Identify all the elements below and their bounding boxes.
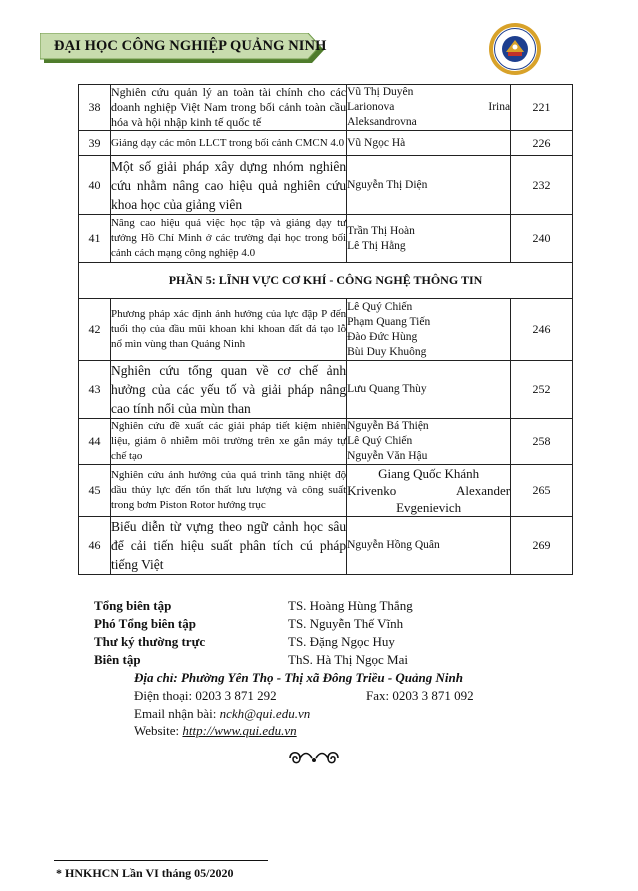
address: Địa chỉ: Phường Yên Thọ - Thị xã Đông Triều - Quảng Ninh (134, 670, 463, 685)
article-authors (347, 131, 511, 156)
article-title: Nghiên cứu đề xuất các giải pháp tiết kiệm nhiên liệu, giảm ô nhiễm môi trường trên xe gắn máy tự chế tạo (110, 419, 346, 465)
credit-name: ThS. Hà Thị Ngọc Mai (288, 652, 408, 667)
credit-role: Tổng biên tập (94, 598, 172, 613)
page-number: 252 (511, 361, 573, 419)
website-line (134, 723, 297, 739)
author: Lê Quý Chiến (347, 435, 413, 447)
author: Lê Thị Hằng (347, 239, 406, 252)
ornament-divider-icon (286, 748, 342, 768)
page-number: 258 (511, 419, 573, 465)
fax: Fax: 0203 3 871 092 (366, 688, 474, 703)
author: Evgenievich (396, 500, 462, 515)
university-seal-icon (488, 22, 542, 76)
article-authors (347, 299, 511, 361)
page-number: 232 (511, 156, 573, 215)
phone: Điện thoại: 0203 3 871 292 (134, 688, 277, 703)
article-authors (347, 361, 511, 419)
website-label: Website: (134, 723, 183, 738)
row-number: 43 (79, 361, 111, 419)
author: Đào Đức Hùng (347, 330, 418, 343)
author-line (347, 100, 510, 115)
table-row (79, 419, 573, 465)
article-authors (347, 419, 511, 465)
author: Vũ Thị Duyên (347, 86, 414, 98)
page-number: 226 (511, 131, 573, 156)
article-authors (347, 85, 511, 131)
author: Vũ Ngọc Hà (347, 136, 406, 149)
article-title: Nâng cao hiệu quả việc học tập và giảng dạy tư tưởng Hồ Chí Minh ở các trường đại học trong bối cảnh cách mạng công nghiệp 4.0 (110, 215, 346, 263)
contents-table (78, 84, 573, 575)
page-number: 221 (511, 85, 573, 131)
author: Lê Quý Chiến (347, 300, 413, 313)
row-number: 46 (79, 517, 111, 575)
author: Bùi Duy Khuông (347, 345, 427, 358)
author: Nguyễn Hồng Quân (347, 539, 440, 551)
author: Nguyễn Thị Diện (347, 178, 428, 191)
author-second: Irina (488, 101, 511, 113)
author: Nguyễn Văn Hậu (347, 450, 428, 462)
footnote-rule (54, 860, 268, 861)
article-authors (347, 465, 511, 517)
page-number: 269 (511, 517, 573, 575)
author-line (347, 482, 510, 499)
table-row (79, 85, 573, 131)
row-number: 42 (79, 299, 111, 361)
footnote: * HNKHCN Lần VI tháng 05/2020 (56, 866, 234, 880)
email-link[interactable]: nckh@qui.edu.vn (219, 706, 311, 721)
row-number: 41 (79, 215, 111, 263)
credit-name: TS. Nguyễn Thế Vĩnh (288, 616, 404, 631)
credit-name: TS. Hoàng Hùng Thắng (288, 598, 413, 613)
author: Aleksandrovna (347, 116, 417, 128)
author: Trần Thị Hoàn (347, 224, 415, 237)
credit-role: Thư ký thường trực (94, 634, 206, 649)
credit-name: TS. Đặng Ngọc Huy (288, 634, 395, 649)
table-row (79, 299, 573, 361)
page-number: 265 (511, 465, 573, 517)
author: Giang Quốc Khánh (378, 466, 480, 481)
author-second: Alexander (455, 483, 511, 498)
table-row (79, 156, 573, 215)
page-number: 246 (511, 299, 573, 361)
article-title: Phương pháp xác định ảnh hưởng của lực đập P đến tuổi thọ của đầu mũi khoan khi khoan đất đá tạo lỗ nổ mìn vùng than Quảng Ninh (110, 299, 346, 361)
article-authors (347, 215, 511, 263)
author: Lưu Quang Thùy (347, 383, 427, 395)
table-row (79, 465, 573, 517)
credit-role: Biên tập (94, 652, 141, 667)
author-first: Krivenko (347, 483, 397, 498)
article-title: Nghiên cứu quản lý an toàn tài chính cho các doanh nghiệp Việt Nam trong bối cảnh toàn cầu hóa và hội nhập kinh tế quốc tế (110, 85, 347, 129)
article-title: Nghiên cứu ảnh hưởng của quá trình tăng nhiệt độ dầu thủy lực đến tổn thất lưu lượng và công suất trong bơm Piston Rotor hướng trục (110, 465, 346, 517)
author: Nguyễn Bá Thiện (347, 420, 429, 432)
table-row (79, 215, 573, 263)
row-number: 39 (79, 131, 111, 156)
article-title: Biểu diễn từ vựng theo ngữ cảnh học sâu để cải tiến hiệu suất phân tích cú pháp tiếng Việt (110, 517, 346, 575)
article-title: Nghiên cứu tổng quan về cơ chế ảnh hưởng của các yếu tố và giải pháp nâng cao tính nổi của mùn than (110, 361, 346, 419)
row-number: 38 (79, 85, 111, 131)
article-authors (347, 156, 511, 215)
article-title: Một số giải pháp xây dựng nhóm nghiên cứu nhằm nâng cao hiệu quả nghiên cứu khoa học của giảng viên (110, 156, 346, 215)
row-number: 40 (79, 156, 111, 215)
header-title: ĐẠI HỌC CÔNG NGHIỆP QUẢNG NINH (54, 38, 327, 54)
section-row (79, 263, 573, 299)
article-title: Giảng dạy các môn LLCT trong bối cảnh CMCN 4.0 (110, 131, 346, 156)
article-authors (347, 517, 511, 575)
author-first: Larionova (347, 101, 395, 113)
table-row (79, 361, 573, 419)
table-row (79, 131, 573, 156)
table-row (79, 517, 573, 575)
row-number: 45 (79, 465, 111, 517)
header-banner (40, 33, 326, 63)
page-number: 240 (511, 215, 573, 263)
email-line (134, 706, 310, 722)
section-heading: PHẦN 5: LĨNH VỰC CƠ KHÍ - CÔNG NGHỆ THÔNG TIN (79, 263, 573, 299)
author: Phạm Quang Tiến (347, 315, 431, 328)
credit-role: Phó Tổng biên tập (94, 616, 196, 631)
website-link[interactable]: http://www.qui.edu.vn (182, 723, 297, 738)
email-label: Email nhận bài: (134, 706, 220, 721)
row-number: 44 (79, 419, 111, 465)
